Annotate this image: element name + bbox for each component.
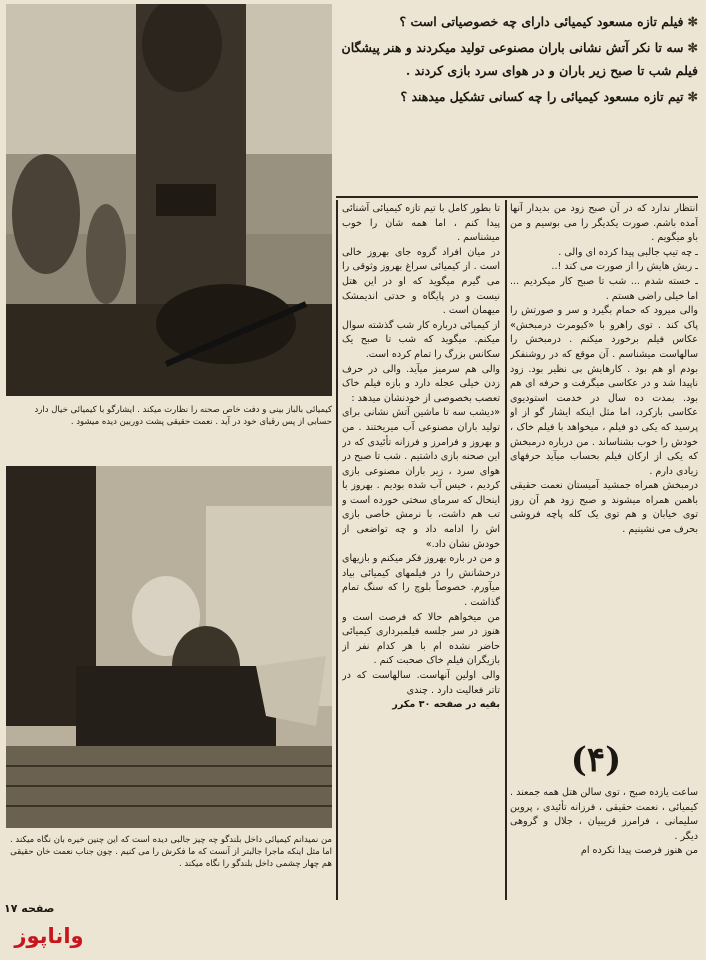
bottom-photo-caption: من نمیدانم کیمیائی داخل بلندگو چه چیز جالبی دیده است که این چنین خیره بان نگاه میکند . اما مثل اینکه ماجرا جالبتر از آنست که ما فکرش را می کنیم . چون جناب نعمت خان حقیقی هم چهار چشمی داخل بلندگو را نگاه میکند . (9, 835, 332, 869)
column-divider (505, 200, 507, 900)
magazine-logo (6, 918, 92, 954)
page-number: صفحه ۱۷ (4, 902, 55, 915)
top-rule (336, 196, 698, 198)
text-column-right: انتظار ندارد که در آن صبح زود من بدیدار آنها آمده باشم. صورت یکدیگر را می بوسیم و من باو میگویم . ـ چه تیپ جالبی پیدا کرده ای والی . ـ ریش هایش را از صورت می کند !.. ـ خسته شدم ... شب تا صبح کار میکردیم ... اما خیلی راضی هستم . والی میرود که حمام بگیرد و سر و صورتش را پاک کند . توی راهرو با «کیومرث درمبخش» عکاس فیلم برخورد میکنم . درمبخش را سالهاست میشناسم . آن موقع که در روشنفکر بودم او هم بود . کارهایش بی نظیر بود. زود ناپیدا شد و در عکاسی میگرفت و حرفه ای هم بود. بمدت ده سال در خدمت استودیوی عکاسی بازکرد، اما مثل اینکه ایشار گو از او پرسید که یکی دو فیلم ، میخواهد با فیلم خاک ، خودش را خوب بشناساند . من درباره درمبخش که یکی از ارکان فیلم بحساب میآید حرفهای زیادی دارم . درمبخش همراه جمشید آمیستان نعمت حقیقی باهمن همراه میشوند و صبح زود هم آن روز توی خیابان و هم توی یک کله پاچه فروشی بحرف می نشینیم . (510, 203, 698, 536)
questions-block (336, 10, 698, 110)
question-2: ✻سه تا نکر آتش نشانی باران مصنوعی تولید میکردند و هنر پیشگان فیلم شب تا صبح زیر باران و در هوای سرد بازی کردند . (341, 39, 698, 78)
outer-left-rule (336, 200, 338, 900)
star-bullet-icon: ✻ (687, 39, 698, 55)
section-number: (۴) (570, 740, 622, 780)
top-photo-caption: کیمیائی بالباز بینی و دفت خاص صحنه را نظارت میکند . ایشارگو با کیمیائی خیال دارد حسابی از پس رقبای خود در آید . نعمت حقیقی پشت دوربین دیده میشود . (34, 405, 332, 427)
text-column-left: تا بطور کامل با تیم تازه کیمیائی آشنائی پیدا کنم ، اما همه شان را خوب میشناسم . در میان افراد گروه جای بهروز خالی است . از کیمیائی سراغ بهروز وثوقی را می گیرم میگوید که او در این هتل نیست و در پایگاه و حدتی اندیمشک میهمان است . از کیمیائی درباره کار شب گذشته سوال میکنم. میگوید که شب تا صبح یک سکانس بزرگ را تمام کرده است. والی هم سرمیز میآید. والی در حرف زدن خیلی عجله دارد و بازه فیلم خاک تعصب بخصوصی از خودنشان میدهد : «دیشب سه تا ماشین آتش نشانی برای تولید باران مصنوعی آب میریختند . من و بهروز و فرامرز و فرزانه تأئیدی که در این صحنه بازی داشتیم . شب تا صبح در هوای سرد ، زیر باران مصنوعی بازی کردیم ، خیس آب شده بودیم . بهروز با اینحال که سرمای سختی خورده است و تب هم داشت، با نرمش خاصی بازی اش را ادامه داد و چه تواضعی از خودش نشان داد.» و من در باره بهروز فکر میکنم و بازیهای درخشانش را در فیلمهای کیمیائی بیاد میآورم. خصوصاً بلوچ را که سنگ تمام گذاشت . من میخواهم حالا که فرصت است و هنوز در سر جلسه فیلمبرداری کیمیائی حاضر نشده ام با هر کدام نفر از بازیگران فیلم خاک صحبت کنم . والی اولین آنهاست. سالهاست که در تاتر فعالیت دارد . چندی بقیه در صفحه ۳۰ مکرر (342, 203, 500, 711)
logo-text: واناپوز (14, 924, 84, 948)
star-bullet-icon: ✻ (687, 14, 698, 29)
question-1: ✻فیلم تازه مسعود کیمیائی دارای چه خصوصیاتی است ؟ (399, 14, 698, 29)
star-bullet-icon: ✻ (687, 88, 698, 104)
text-column-right-lower: ساعت یازده صبح ، توی سالن هتل همه جمعند . کیمیائی ، نعمت حقیقی ، فرزانه تأئیدی ، پروین سلیمانی ، فرامرز قریبیان ، جلال و گروهی دیگر . من هنوز فرصت پیدا نکرده ام (510, 787, 698, 857)
photo-kimiai-on-set (6, 4, 332, 396)
photo-kimiai-loudspeaker (6, 466, 332, 828)
question-3: ✻تیم تازه مسعود کیمیائی را چه کسانی تشکیل میدهند ؟ (400, 88, 698, 104)
